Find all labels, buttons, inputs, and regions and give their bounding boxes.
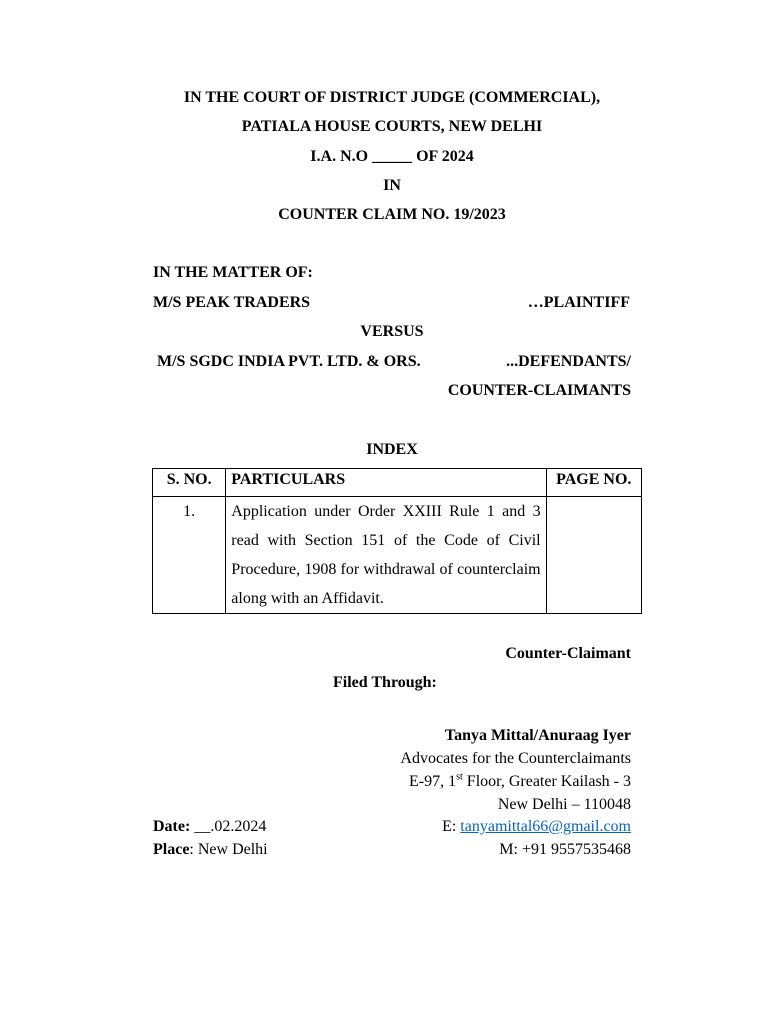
address-suffix: Floor, Greater Kailash - 3 xyxy=(462,773,631,790)
party-designation: Counter-Claimant xyxy=(505,645,631,662)
in-label: IN xyxy=(383,177,401,194)
email-label: E: xyxy=(442,818,461,835)
place-label: Place xyxy=(153,841,190,858)
city-line: New Delhi – 110048 xyxy=(497,796,631,813)
email-link[interactable]: tanyamittal66@gmail.com xyxy=(460,818,631,835)
cell-page xyxy=(546,497,641,614)
date-label: Date: xyxy=(153,818,191,835)
address-prefix: E-97, 1 xyxy=(409,773,457,790)
address-ordinal: st xyxy=(456,771,463,783)
column-header-sno: S. NO. xyxy=(153,469,226,497)
court-title-line1: IN THE COURT OF DISTRICT JUDGE (COMMERCIAL), xyxy=(183,89,601,106)
index-table xyxy=(152,468,642,614)
table-row xyxy=(153,497,642,614)
cell-sno: 1. xyxy=(153,497,226,614)
date-value: __.02.2024 xyxy=(190,818,267,835)
plaintiff-role: …PLAINTIFF xyxy=(527,294,630,311)
advocates-for: Advocates for the Counterclaimants xyxy=(400,750,631,767)
date-line xyxy=(153,817,266,837)
defendant-name: M/S SGDC INDIA PVT. LTD. & ORS. xyxy=(157,353,421,370)
plaintiff-name: M/S PEAK TRADERS xyxy=(153,294,311,311)
defendant-role: ...DEFENDANTS/ xyxy=(506,353,631,370)
defendant-role-line2: COUNTER-CLAIMANTS xyxy=(447,382,631,399)
place-line xyxy=(153,840,268,860)
matter-heading: IN THE MATTER OF: xyxy=(153,264,313,281)
advocates-names: Tanya Mittal/Anuraag Iyer xyxy=(444,727,631,744)
email-line xyxy=(330,817,631,837)
place-value: : New Delhi xyxy=(189,841,268,858)
column-header-particulars: PARTICULARS xyxy=(226,469,546,497)
mobile-line: M: +91 9557535468 xyxy=(499,841,631,858)
filed-through-label: Filed Through: xyxy=(333,674,437,691)
column-header-page: PAGE NO. xyxy=(546,469,641,497)
table-header-row xyxy=(153,469,642,497)
versus-label: VERSUS xyxy=(360,323,424,340)
cell-particulars: Application under Order XXIII Rule 1 and 3 read with Section 151 of the Code of Civil Procedure, 1908 for withdrawal of counterclaim along with an Affidavit. xyxy=(226,497,546,614)
ia-number: I.A. N.O _____ OF 2024 xyxy=(310,148,474,165)
counter-claim-number: COUNTER CLAIM NO. 19/2023 xyxy=(278,206,506,223)
address-line xyxy=(330,772,631,792)
index-title: INDEX xyxy=(366,441,418,458)
court-title-line2: PATIALA HOUSE COURTS, NEW DELHI xyxy=(241,118,543,135)
